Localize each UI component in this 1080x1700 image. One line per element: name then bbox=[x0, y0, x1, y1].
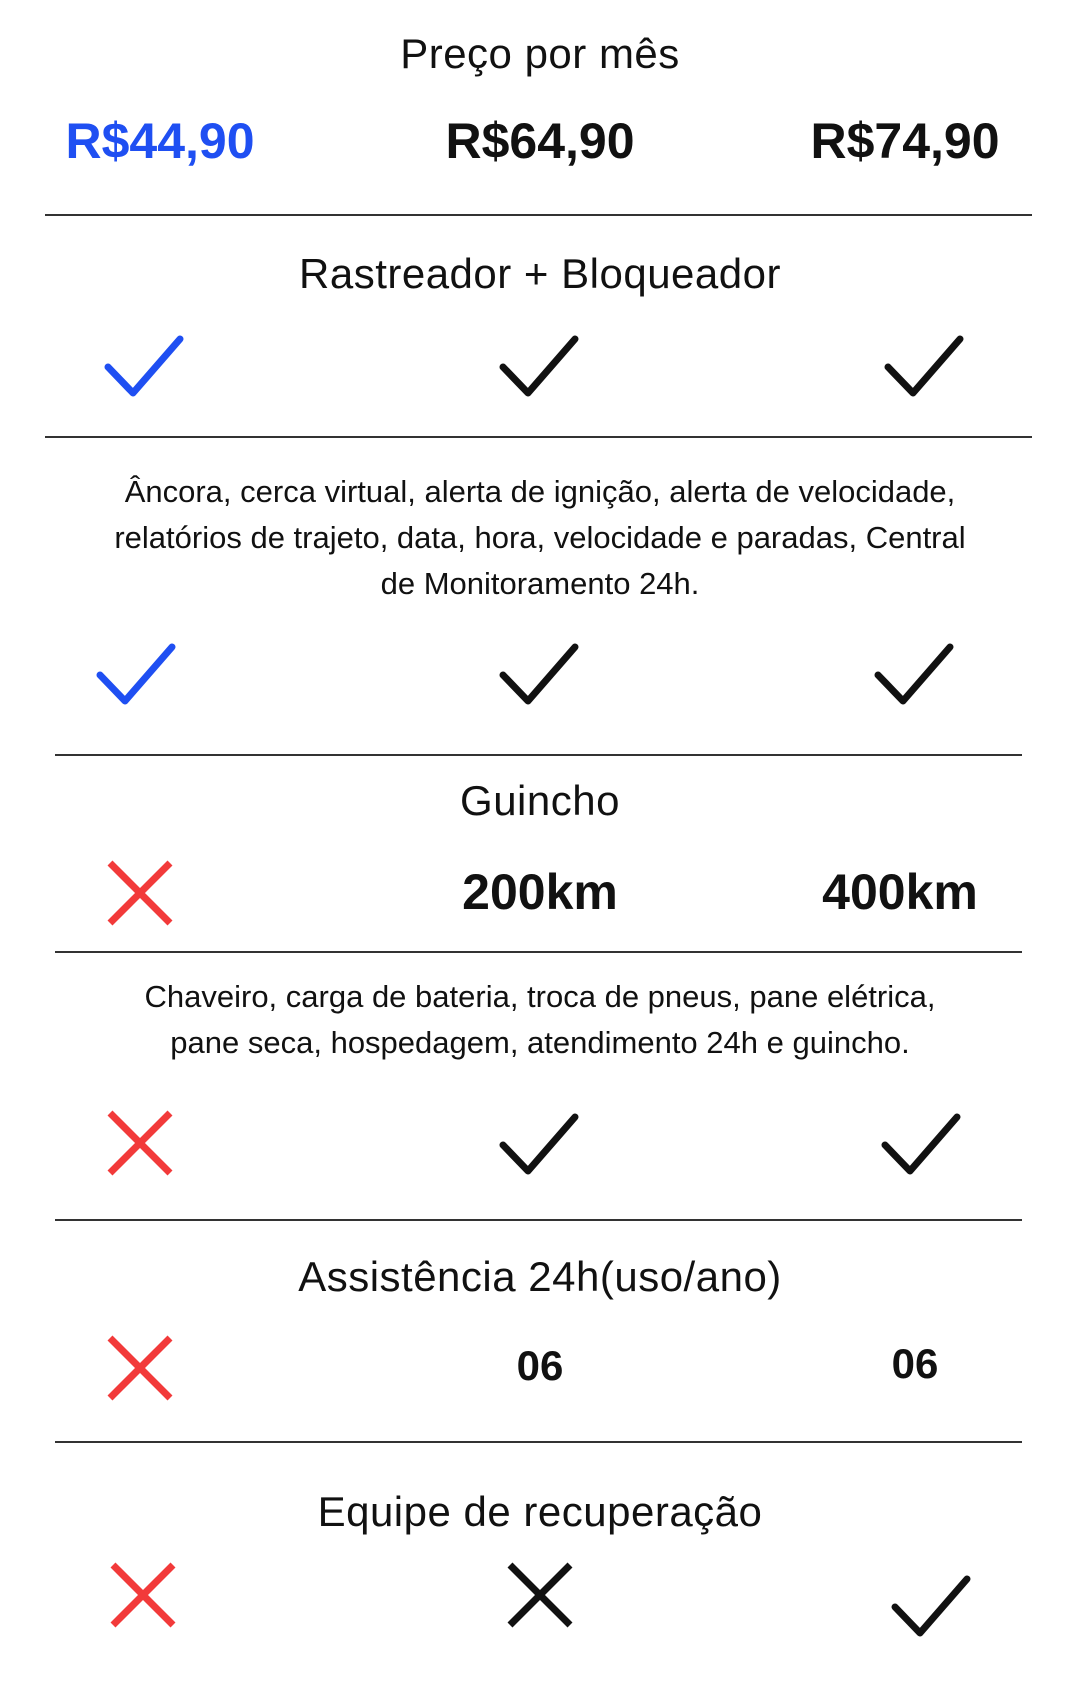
plan-2-tow-value: 200km bbox=[462, 864, 618, 920]
check-icon bbox=[875, 1103, 965, 1183]
divider bbox=[55, 1219, 1022, 1221]
feature-desc-assistance bbox=[0, 974, 1080, 1066]
close-icon bbox=[500, 1555, 580, 1635]
divider bbox=[55, 1441, 1022, 1443]
desc-line: relatórios de trajeto, data, hora, velocidade e paradas, Central bbox=[114, 520, 966, 555]
plan-3-assistance-uses: 06 bbox=[891, 1340, 939, 1387]
check-icon bbox=[90, 633, 180, 713]
check-icon bbox=[98, 325, 188, 405]
divider bbox=[55, 754, 1022, 756]
feature-title-tracker: Rastreador + Bloqueador bbox=[299, 250, 781, 297]
check-icon bbox=[885, 1565, 975, 1645]
divider bbox=[45, 436, 1032, 438]
close-icon bbox=[100, 853, 180, 933]
check-icon bbox=[493, 325, 583, 405]
feature-desc-monitoring bbox=[0, 469, 1080, 607]
feature-title-recovery-team: Equipe de recuperação bbox=[317, 1488, 763, 1535]
plan-3-price: R$74,90 bbox=[810, 113, 1000, 169]
price-per-month-title: Preço por mês bbox=[400, 30, 680, 77]
close-icon bbox=[103, 1555, 183, 1635]
desc-line: Chaveiro, carga de bateria, troca de pneus, pane elétrica, bbox=[144, 979, 936, 1014]
desc-line: pane seca, hospedagem, atendimento 24h e guincho. bbox=[170, 1025, 910, 1060]
close-icon bbox=[100, 1103, 180, 1183]
plan-2-assistance-uses: 06 bbox=[516, 1342, 564, 1389]
feature-title-tow: Guincho bbox=[460, 777, 620, 824]
desc-line: Âncora, cerca virtual, alerta de ignição, alerta de velocidade, bbox=[124, 474, 956, 509]
check-icon bbox=[868, 633, 958, 713]
divider bbox=[45, 214, 1032, 216]
close-icon bbox=[100, 1328, 180, 1408]
plan-3-tow-value: 400km bbox=[822, 864, 978, 920]
check-icon bbox=[493, 1103, 583, 1183]
check-icon bbox=[493, 633, 583, 713]
plan-2-price: R$64,90 bbox=[445, 113, 635, 169]
plan-1-price: R$44,90 bbox=[65, 113, 255, 169]
divider bbox=[55, 951, 1022, 953]
feature-title-assistance-uses: Assistência 24h(uso/ano) bbox=[298, 1253, 782, 1300]
desc-line: de Monitoramento 24h. bbox=[380, 566, 700, 601]
check-icon bbox=[878, 325, 968, 405]
